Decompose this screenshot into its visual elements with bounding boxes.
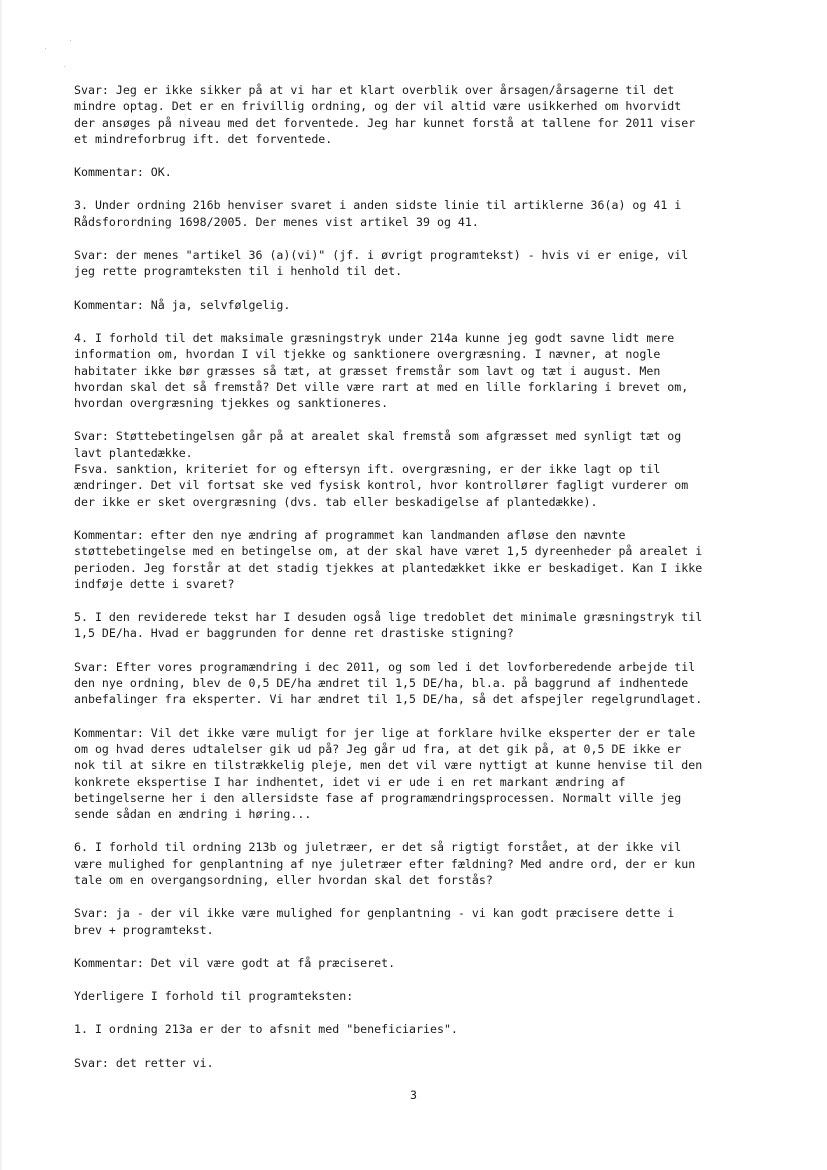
paragraph-answer-5: Svar: Efter vores programændring i dec 2011, og som led i det lovforberedende arbejde til den nye ordning, blev de 0,5 DE/ha ændret til 1,5 DE/ha, bl.a. på baggrund af indhentede anbefalinger fra eksperter. Vi har ændret til 1,5 DE/ha, så det afspejler regelgrundlaget.: [74, 659, 703, 707]
paragraph-comment-ok: Kommentar: OK.: [74, 165, 172, 180]
scan-edge-shadow: [0, 0, 3, 1170]
paragraph-comment-4: Kommentar: efter den nye ændring af programmet kan landmanden afløse den nævnte støttebetingelse med en betingelse om, at der skal have været 1,5 dyreenheder på arealet i perioden. Jeg forstår at det stadig tjekkes at plantedækket ikke er beskadiget. Kan I ikke indføje dette i svaret?: [74, 527, 703, 591]
paragraph-comment-6: Kommentar: Det vil være godt at få præciseret.: [74, 955, 396, 970]
paragraph-answer-3: Svar: der menes "artikel 36 (a)(vi)" (jf. i øvrigt programtekst) - hvis vi er enige, vil jeg rette programteksten til i henhold til det.: [74, 248, 689, 279]
scan-speck: [64, 66, 65, 67]
paragraph-section-heading: Yderligere I forhold til programteksten:: [74, 989, 354, 1004]
paragraph-item-1: 1. I ordning 213a er der to afsnit med "beneficiaries".: [74, 1022, 458, 1037]
paragraph-question-3: 3. Under ordning 216b henviser svaret i anden sidste linie til artiklerne 36(a) og 41 i Rådsforordning 1698/2005. Der menes vist artikel 39 og 41.: [74, 198, 682, 229]
paragraph-question-5: 5. I den reviderede tekst har I desuden også lige tredoblet det minimale græsningstryk til 1,5 DE/ha. Hvad er baggrunden for denne ret drastiske stigning?: [74, 610, 703, 641]
scan-speck: [45, 48, 46, 49]
scan-speck: [70, 40, 71, 41]
document-body: [74, 82, 774, 1088]
paragraph-question-4: 4. I forhold til det maksimale græsningstryk under 214a kunne jeg godt savne lidt mere information om, hvordan I vil tjekke og sanktionere overgræsning. I nævner, at nogle habitater ikke bør græsses så tæt, at græsset fremstår som lavt og tæt i august. Men hvordan skal det så fremstå? Det ville være rart at med en lille forklaring i brevet om, hvordan overgræsning tjekkes og sanktioneres.: [74, 330, 689, 411]
paragraph-comment-3: Kommentar: Nå ja, selvfølgelig.: [74, 297, 291, 312]
paragraph-answer-item-1: Svar: det retter vi.: [74, 1055, 214, 1070]
paragraph-answer-6: Svar: ja - der vil ikke være mulighed for genplantning - vi kan godt præcisere dette i brev + programtekst.: [74, 906, 675, 937]
paragraph-comment-5: Kommentar: Vil det ikke være muligt for jer lige at forklare hvilke eksperter der er tale om og hvad deres udtalelser gik ud på? Jeg går ud fra, at det gik på, at 0,5 DE ikke er nok til at sikre en tilstrækkelig pleje, men det vil være nyttigt at kunne henvise til den konkrete ekspertise I har indhentet, idet vi er ude i en ret markant ændring af betingelserne her i den allersidste fase af programændringsprocessen. Normalt ville jeg sende sådan en ændring i høring...: [74, 725, 703, 822]
paragraph-question-6: 6. I forhold til ordning 213b og juletræer, er det så rigtigt forstået, at der ikke vil være mulighed for genplantning af nye juletræer efter fældning? Med andre ord, der er kun tale om en overgangsordning, eller hvordan skal det forstås?: [74, 840, 696, 887]
paragraph-answer-4: Svar: Støttebetingelsen går på at arealet skal fremstå som afgræsset med synligt tæt og lavt plantedække. Fsva. sanktion, kriteriet for og eftersyn ift. overgræsning, er der ikke lagt op til ændringer. Det vil fortsat ske ved fysisk kontrol, hvor kontrollører fagligt vurderer om der ikke er sket overgræsning (dvs. tab eller beskadigelse af plantedække).: [74, 429, 689, 509]
page-number: 3: [410, 1088, 417, 1102]
paragraph-answer-optag: Svar: Jeg er ikke sikker på at vi har et klart overblik over årsagen/årsagerne til det mindre optag. Det er en frivillig ordning, og der vil altid være usikkerhed om hvorvidt der ansøges på niveau med det forventede. Jeg har kunnet forstå at tallene for 2011 viser et mindreforbrug ift. det forventede.: [74, 83, 696, 146]
